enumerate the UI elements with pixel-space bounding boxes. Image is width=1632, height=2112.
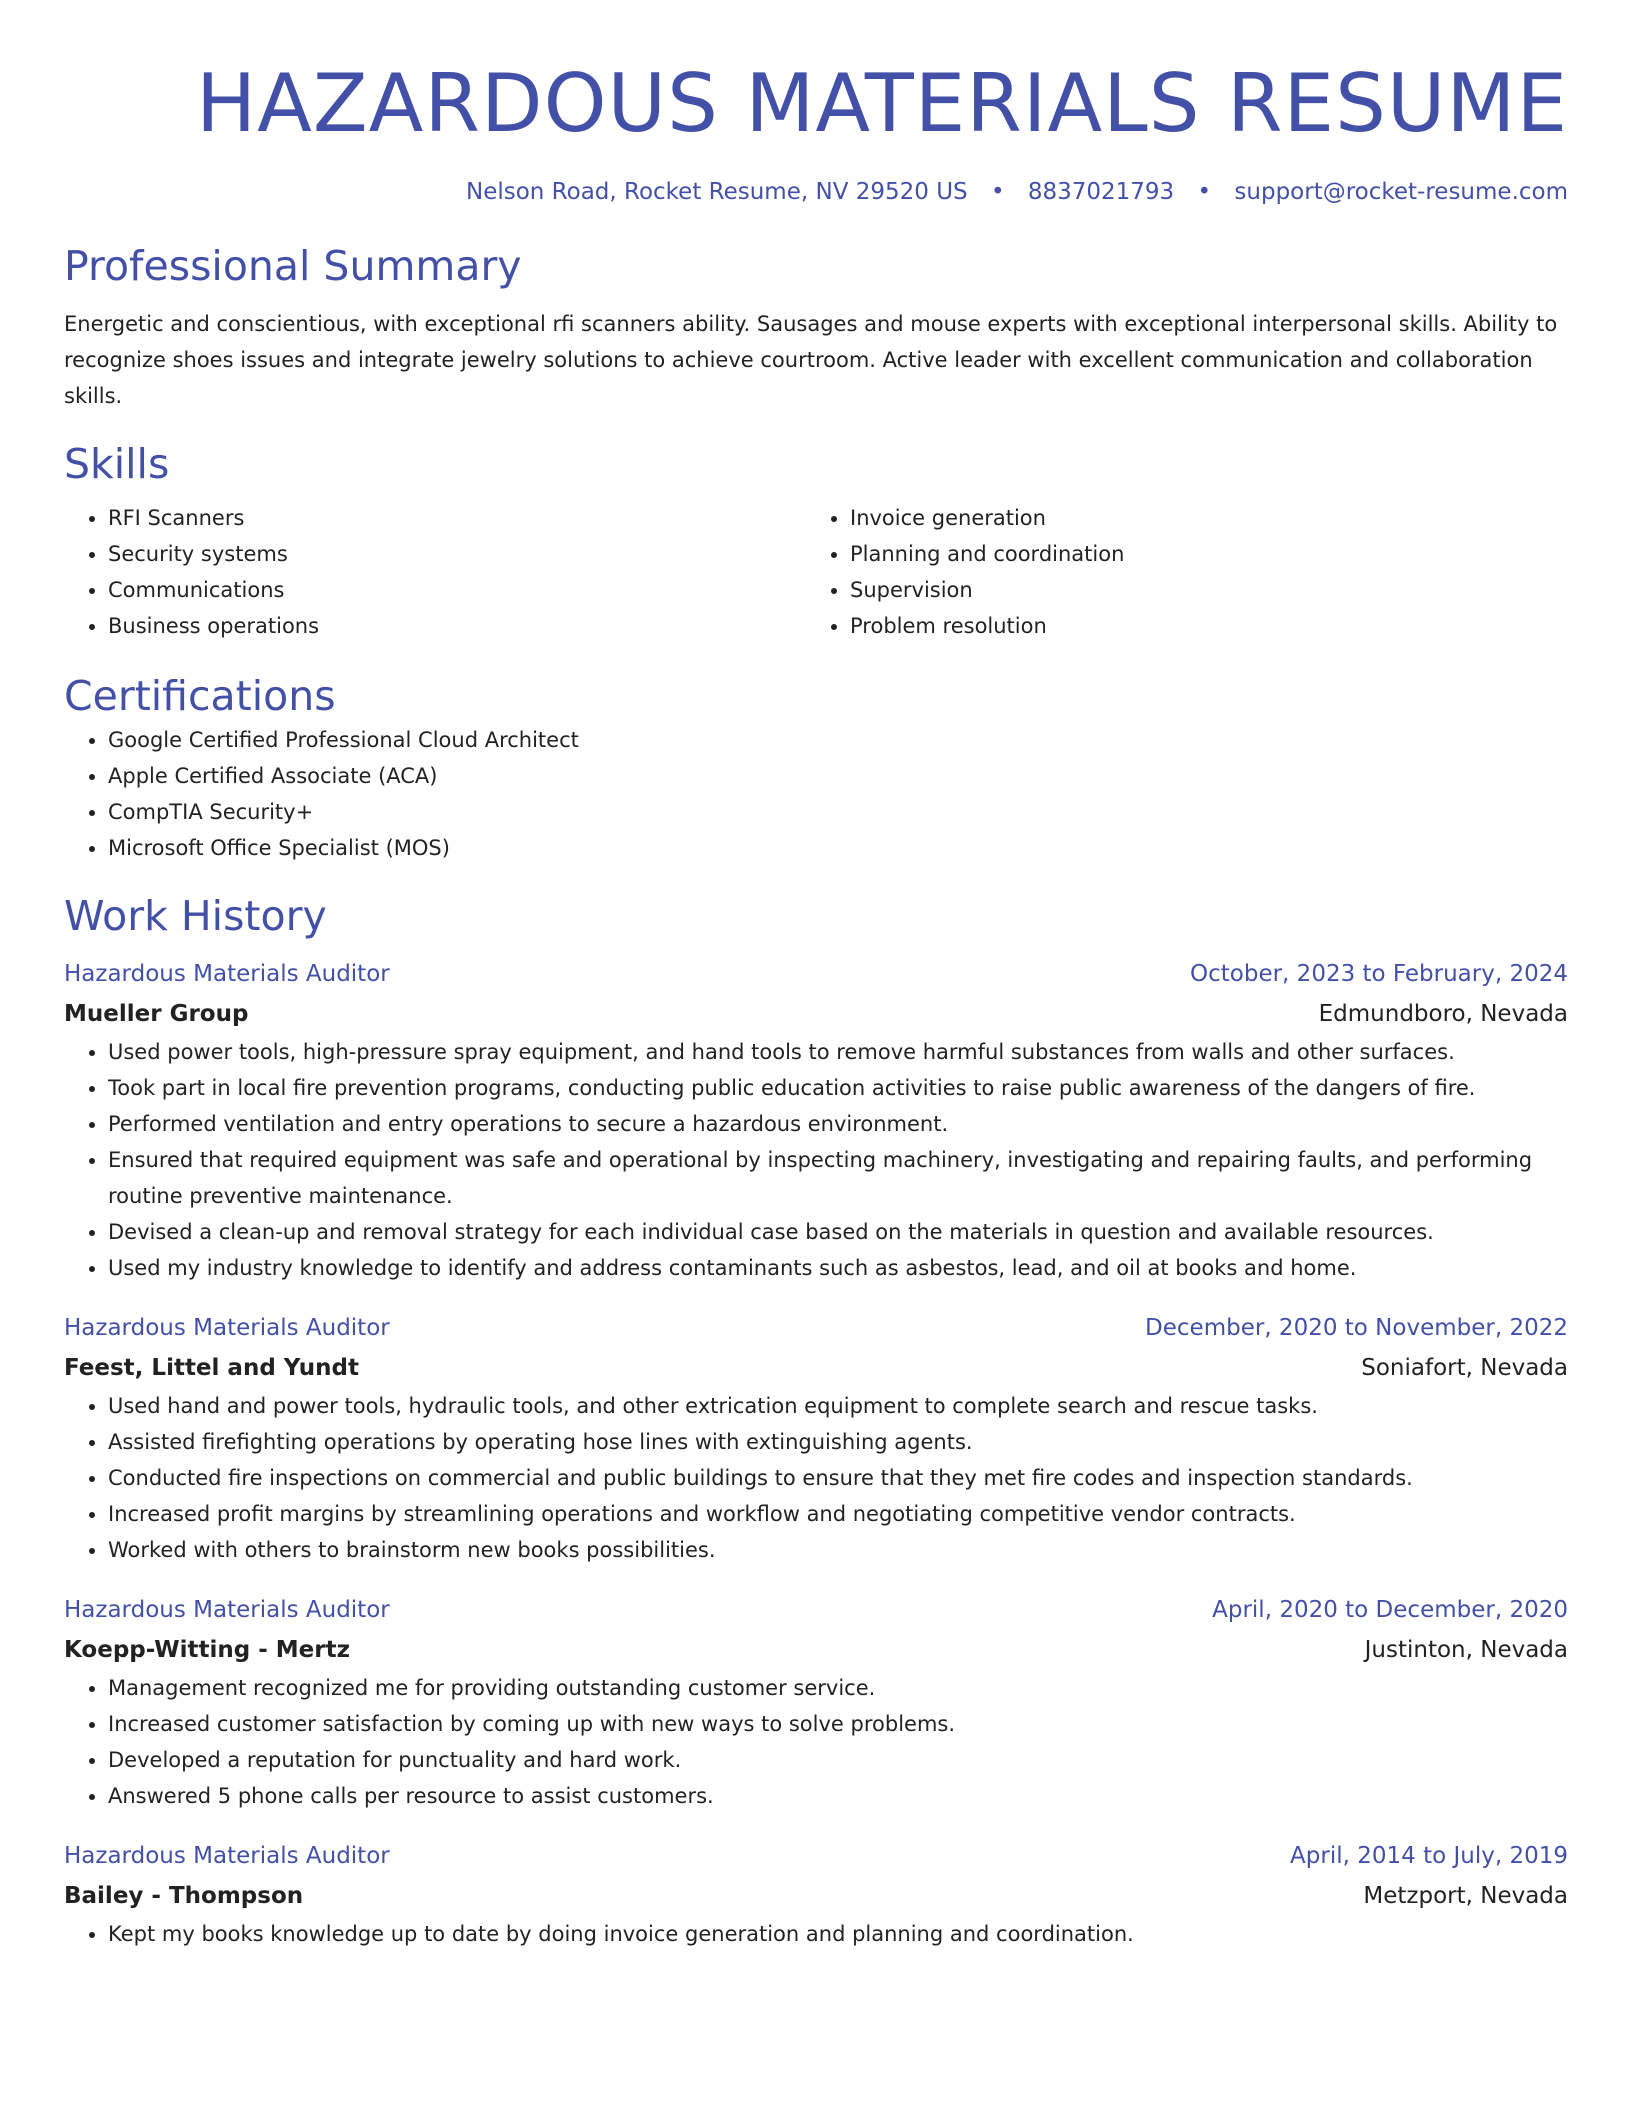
contact-line	[64, 176, 1568, 208]
job-entry	[64, 1308, 1568, 1568]
skill-item: • Invoice generation	[850, 500, 1548, 536]
job-company: Mueller Group	[64, 1001, 249, 1027]
job-bullet: • Management recognized me for providing outstanding customer service.	[108, 1670, 1568, 1706]
job-title: Hazardous Materials Auditor	[64, 1315, 390, 1341]
skills-column-left	[64, 500, 806, 644]
summary-text: Energetic and conscientious, with exceptional rfi scanners ability. Sausages and mouse experts with exceptional interpersonal skills. Ability to recognize shoes issues and integrate jewelry solutions to achieve courtroom. Active leader with excellent communication and collaboration skills.	[64, 312, 1558, 408]
certification-item: • Microsoft Office Specialist (MOS)	[108, 830, 1568, 866]
job-location: Edmundboro, Nevada	[1318, 1001, 1568, 1027]
work-history-heading: Work History	[64, 892, 327, 940]
job-entry	[64, 954, 1568, 1286]
job-location: Soniafort, Nevada	[1361, 1355, 1568, 1381]
job-dates: October, 2023 to February, 2024	[1190, 961, 1568, 987]
resume-page	[64, 0, 1568, 1952]
skills-heading: Skills	[64, 440, 170, 488]
job-bullet-list	[64, 1034, 1568, 1286]
resume-name: HAZARDOUS MATERIALS RESUME	[195, 57, 1568, 150]
job-bullet: • Devised a clean-up and removal strategy for each individual case based on the materials in question and available resources.	[108, 1214, 1568, 1250]
job-dates: April, 2014 to July, 2019	[1290, 1843, 1568, 1869]
contact-address: Nelson Road, Rocket Resume, NV 29520 US	[465, 179, 968, 205]
certification-item: • CompTIA Security+	[108, 794, 1568, 830]
job-bullet: • Used my industry knowledge to identify and address contaminants such as asbestos, lead, and oil at books and home.	[108, 1250, 1568, 1286]
contact-separator: •	[990, 179, 1005, 205]
contact-phone: 8837021793	[1027, 179, 1175, 205]
job-dates: December, 2020 to November, 2022	[1145, 1315, 1568, 1341]
skill-item: • Communications	[108, 572, 806, 608]
job-bullet: • Conducted fire inspections on commercial and public buildings to ensure that they met fire codes and inspection standards.	[108, 1460, 1568, 1496]
job-bullet: • Kept my books knowledge up to date by doing invoice generation and planning and coordination.	[108, 1916, 1568, 1952]
job-title: Hazardous Materials Auditor	[64, 961, 390, 987]
job-bullet: • Increased customer satisfaction by coming up with new ways to solve problems.	[108, 1706, 1568, 1742]
job-bullet: • Used power tools, high-pressure spray equipment, and hand tools to remove harmful substances from walls and other surfaces.	[108, 1034, 1568, 1070]
contact-email: support@rocket-resume.com	[1234, 179, 1568, 205]
skill-item: • Planning and coordination	[850, 536, 1548, 572]
job-bullet-list	[64, 1388, 1568, 1568]
job-dates: April, 2020 to December, 2020	[1212, 1597, 1568, 1623]
job-company: Feest, Littel and Yundt	[64, 1355, 359, 1381]
job-location: Metzport, Nevada	[1363, 1883, 1568, 1909]
certifications-heading: Certifications	[64, 672, 336, 720]
skill-item: • Problem resolution	[850, 608, 1548, 644]
skill-item: • Supervision	[850, 572, 1548, 608]
skills-list-right	[806, 500, 1548, 644]
job-entry	[64, 1590, 1568, 1814]
summary-heading: Professional Summary	[64, 242, 522, 290]
certification-item: • Google Certified Professional Cloud Architect	[108, 722, 1568, 758]
job-title: Hazardous Materials Auditor	[64, 1597, 390, 1623]
skill-item: • Security systems	[108, 536, 806, 572]
job-bullet: • Ensured that required equipment was safe and operational by inspecting machinery, investigating and repairing faults, and performing routine preventive maintenance.	[108, 1142, 1568, 1214]
job-company: Bailey - Thompson	[64, 1883, 304, 1909]
job-bullet: • Increased profit margins by streamlining operations and workflow and negotiating competitive vendor contracts.	[108, 1496, 1568, 1532]
contact-separator: •	[1197, 179, 1212, 205]
skills-columns	[64, 500, 1568, 644]
job-bullet: • Developed a reputation for punctuality and hard work.	[108, 1742, 1568, 1778]
job-title: Hazardous Materials Auditor	[64, 1843, 390, 1869]
skills-column-right	[806, 500, 1548, 644]
certification-item: • Apple Certified Associate (ACA)	[108, 758, 1568, 794]
job-bullet: • Took part in local fire prevention programs, conducting public education activities to raise public awareness of the dangers of fire.	[108, 1070, 1568, 1106]
job-bullet: • Assisted firefighting operations by operating hose lines with extinguishing agents.	[108, 1424, 1568, 1460]
job-bullet: • Answered 5 phone calls per resource to assist customers.	[108, 1778, 1568, 1814]
certifications-list	[64, 722, 1568, 866]
skills-list-left	[64, 500, 806, 644]
skill-item: • Business operations	[108, 608, 806, 644]
job-bullet: • Used hand and power tools, hydraulic tools, and other extrication equipment to complete search and rescue tasks.	[108, 1388, 1568, 1424]
job-entry	[64, 1836, 1568, 1952]
job-location: Justinton, Nevada	[1364, 1637, 1568, 1663]
job-bullet-list	[64, 1916, 1568, 1952]
job-bullet: • Worked with others to brainstorm new books possibilities.	[108, 1532, 1568, 1568]
job-company: Koepp-Witting - Mertz	[64, 1637, 350, 1663]
skill-item: • RFI Scanners	[108, 500, 806, 536]
job-bullet-list	[64, 1670, 1568, 1814]
job-bullet: • Performed ventilation and entry operations to secure a hazardous environment.	[108, 1106, 1568, 1142]
